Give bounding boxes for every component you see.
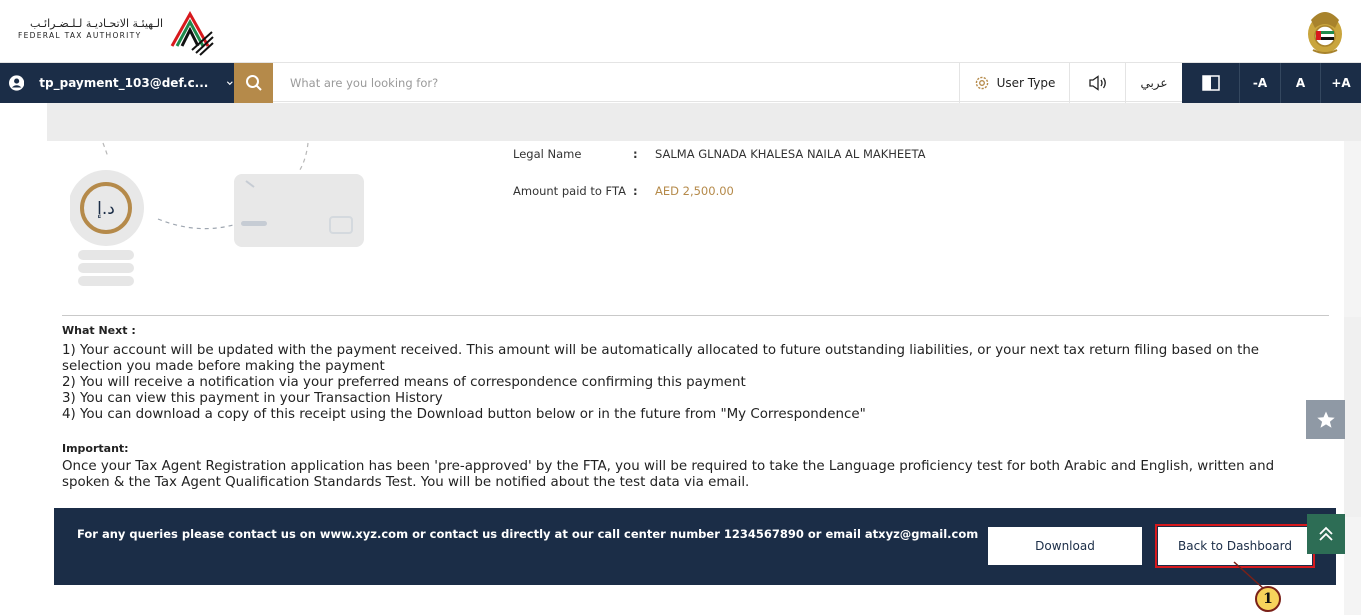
- section-divider: [62, 315, 1329, 316]
- user-menu[interactable]: [0, 63, 234, 103]
- fta-english-name: FEDERAL TAX AUTHORITY: [18, 31, 142, 40]
- double-chevron-up-icon: [1318, 525, 1334, 543]
- font-decrease-button[interactable]: -A: [1239, 63, 1280, 103]
- currency-symbol: د.إ: [97, 199, 115, 219]
- legal-name-value: SALMA GLNADA KHALESA NAILA AL MAKHEETA: [655, 147, 926, 161]
- top-nav-bar: [0, 62, 1361, 102]
- contact-footer: [54, 508, 1336, 585]
- content-header-band: [47, 103, 1361, 141]
- download-button[interactable]: Download: [988, 527, 1142, 565]
- search-button[interactable]: [234, 63, 273, 103]
- contrast-toggle-button[interactable]: [1182, 63, 1239, 103]
- what-next-list: [62, 343, 1322, 423]
- what-next-item: 2) You will receive a notification via your preferred means of correspondence confirming this payment: [62, 375, 746, 390]
- fta-logo-icon: [166, 6, 214, 56]
- text-to-speech-button[interactable]: [1069, 63, 1125, 103]
- amount-paid-value: AED 2,500.00: [655, 184, 734, 198]
- back-to-dashboard-button[interactable]: Back to Dashboard: [1158, 527, 1312, 565]
- legal-name-label: Legal Name: [513, 147, 582, 161]
- what-next-item: 3) You can view this payment in your Transaction History: [62, 391, 443, 406]
- fta-logo-text: [18, 17, 163, 41]
- user-type-label: User Type: [996, 76, 1056, 90]
- what-next-title: What Next :: [62, 324, 136, 337]
- search-icon: [245, 74, 263, 92]
- amount-paid-label: Amount paid to FTA: [513, 184, 626, 198]
- legal-name-row: [513, 147, 925, 161]
- scroll-to-top-button[interactable]: [1307, 514, 1345, 554]
- chevron-down-icon: [226, 77, 234, 89]
- contrast-icon: [1202, 75, 1220, 91]
- font-reset-button[interactable]: A: [1280, 63, 1320, 103]
- what-next-item: 4) You can download a copy of this receipt using the Download button below or in the future from "My Correspondence": [62, 407, 866, 422]
- page-scrollbar[interactable]: [1344, 141, 1361, 615]
- important-title: Important:: [62, 442, 129, 455]
- star-icon: [1316, 410, 1336, 430]
- font-increase-button[interactable]: +A: [1320, 63, 1361, 103]
- search-input[interactable]: [281, 70, 941, 96]
- what-next-item: selection you made before making the payment: [62, 359, 385, 374]
- legal-name-separator: :: [633, 147, 638, 161]
- payment-illustration: [70, 141, 380, 301]
- amount-paid-separator: :: [633, 184, 638, 198]
- logo-bar: [0, 0, 1361, 62]
- user-avatar-icon: [9, 71, 24, 95]
- contact-info-text: For any queries please contact us on www.xyz.com or contact us directly at our call center number 1234567890 or email atxyz@gmail.com: [77, 527, 979, 541]
- favorite-button[interactable]: [1306, 400, 1345, 439]
- scrollbar-thumb[interactable]: [1344, 317, 1361, 517]
- important-text: Once your Tax Agent Registration application has been 'pre-approved' by the FTA, you will be required to take the Language proficiency test for both Arabic and English, written and spoken & the Tax Agent Qualification Standards Test. You will be notified about the test data via email.: [62, 459, 1275, 490]
- speaker-icon: [1088, 75, 1108, 91]
- gear-icon: [974, 75, 990, 91]
- fta-arabic-name: الـهيئـة الاتحـاديـة لـلـضـرائـب: [29, 17, 163, 30]
- amount-paid-row: [513, 184, 734, 198]
- what-next-item: 1) Your account will be updated with the payment received. This amount will be automatically allocated to future outstanding liabilities, or your next tax return filing based on the: [62, 343, 1260, 358]
- uae-emblem-icon: [1303, 6, 1347, 56]
- user-type-button[interactable]: [959, 63, 1069, 103]
- username: tp_payment_103@def.c...: [39, 76, 209, 90]
- language-toggle-arabic[interactable]: عربي: [1125, 63, 1182, 103]
- callout-badge: 1: [1255, 586, 1281, 612]
